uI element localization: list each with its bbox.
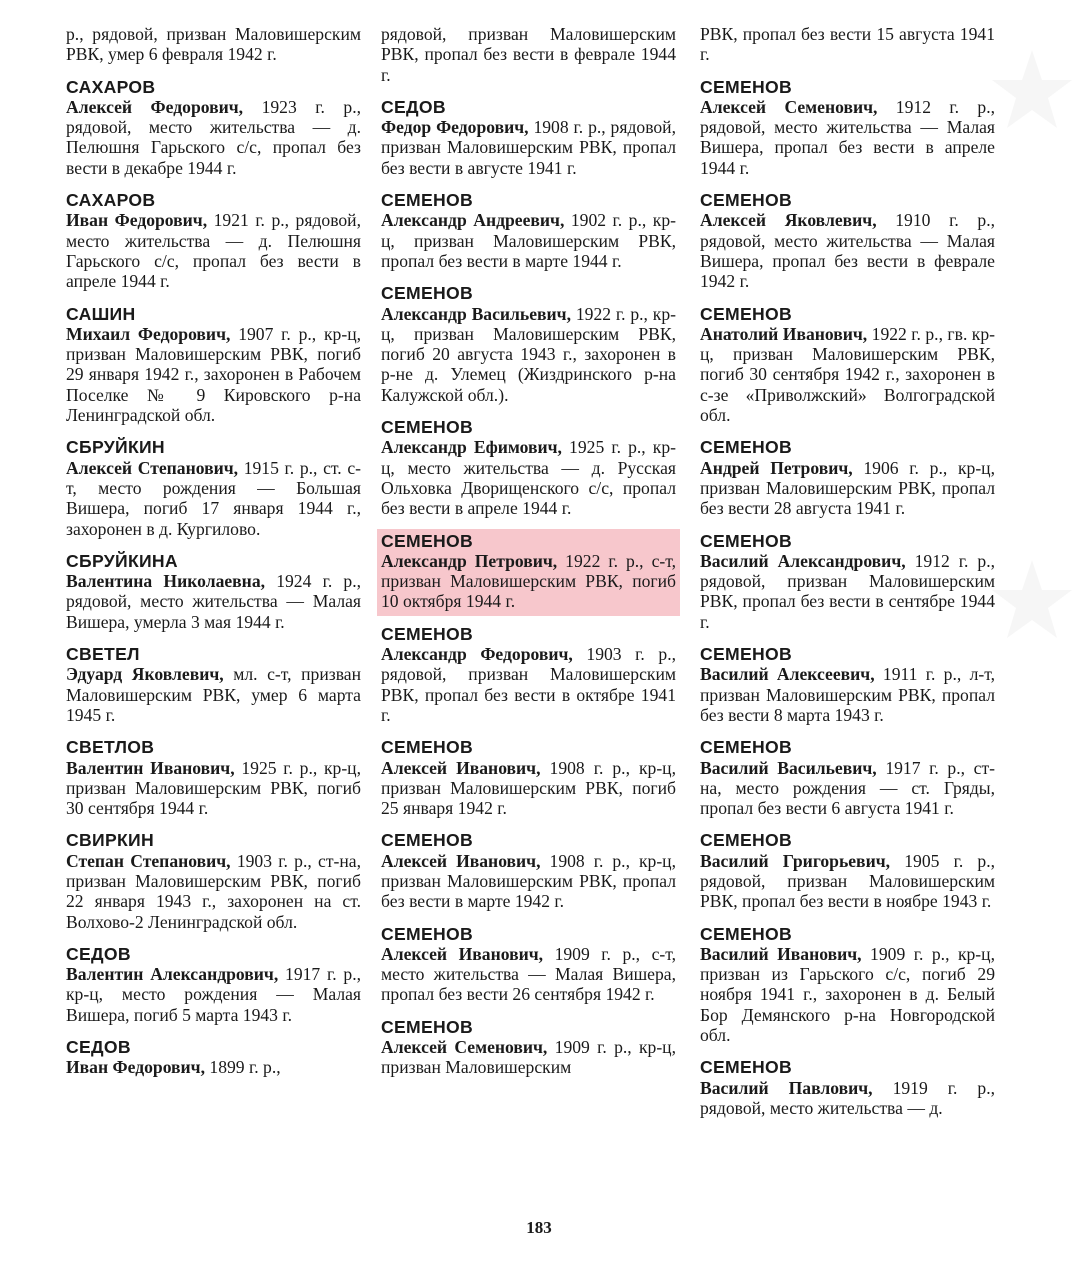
entry-surname: СБРУЙКИНА: [66, 550, 178, 571]
entry: [66, 77, 361, 178]
entry: [66, 944, 361, 1025]
entry: [381, 924, 676, 1005]
entry-surname: СЕДОВ: [66, 943, 131, 964]
entry: [700, 644, 995, 725]
entry: [66, 551, 361, 632]
entry-body: [381, 944, 676, 1005]
entry-given-name: Алексей Иванович,: [381, 757, 541, 778]
entry-surname: СЕМЕНОВ: [381, 623, 474, 644]
entry-body: [66, 1057, 361, 1077]
entry-body: [66, 324, 361, 425]
entry: [66, 437, 361, 538]
entry: [381, 190, 676, 271]
entry-given-name: Алексей Семенович,: [700, 96, 878, 117]
entry: [700, 737, 995, 818]
entry-body: [66, 571, 361, 632]
entry: [66, 304, 361, 426]
entry: [381, 417, 676, 518]
entry: [700, 830, 995, 911]
entry-surname: СЕМЕНОВ: [700, 830, 793, 851]
entry-body: [700, 944, 995, 1045]
entry-given-name: Иван Федорович,: [66, 210, 208, 231]
entry-given-name: Валентина Николаевна,: [66, 571, 266, 592]
entry-given-name: Степан Степанович,: [66, 850, 231, 871]
entry: [381, 97, 676, 178]
entry-surname: СЕМЕНОВ: [700, 76, 793, 97]
entry-given-name: Александр Васильевич,: [381, 303, 571, 324]
entry-details: 1909 г. р., кр-ц, призван Маловишерским: [381, 1037, 676, 1078]
entry-surname: СЕМЕНОВ: [700, 737, 793, 758]
entry: [381, 1017, 676, 1078]
entry-body: [381, 117, 676, 178]
entry-body: [700, 664, 995, 725]
entry-surname: СЕМЕНОВ: [381, 190, 474, 211]
entry-details: 1912 г. р., рядовой, место жительства — Малая Вишера, пропал без вести в апреле 1944 г.: [700, 96, 995, 178]
highlighted-entry: [381, 531, 676, 612]
column-2: [381, 24, 676, 1078]
entry: [381, 830, 676, 911]
entry-given-name: Василий Васильевич,: [700, 757, 877, 778]
entry-body: [381, 304, 676, 405]
entry: [700, 190, 995, 291]
entry-body: [66, 758, 361, 819]
entry: [700, 77, 995, 178]
entry-details: 1924 г. р., рядовой, место жительства — Малая Вишера, умерла 3 мая 1944 г.: [66, 571, 362, 632]
entry-body: [700, 97, 995, 178]
entry-surname: СЕМЕНОВ: [700, 644, 793, 665]
entry-surname: СЕМЕНОВ: [381, 923, 474, 944]
continuation-text: РВК, пропал без вести 15 августа 1941 г.: [700, 24, 995, 65]
entry-body: [381, 851, 676, 912]
entry-details: мл. с-т, призван Маловишерским РВК, умер 6 марта 1945 г.: [66, 664, 361, 725]
entry-details: 1921 г. р., рядовой, место жительства — д. Пелюшня Гарьского с/с, пропал без вести в апреле 1944 г.: [66, 210, 361, 292]
entry-details: 1915 г. р., ст. с-т, место рождения — Большая Вишера, погиб 17 января 1944 г., захоронен в д. Кургилово.: [66, 457, 361, 539]
entry-surname: СЕМЕНОВ: [700, 437, 793, 458]
entry-details: 1903 г. р., ст-на, призван Маловишерским РВК, погиб 22 января 1943 г., захоронен на ст. Волхово-2 Ленинградской обл.: [66, 850, 361, 932]
entry-body: [381, 551, 676, 612]
entry-given-name: Александр Федорович,: [381, 644, 573, 665]
entry-details: 1909 г. р., с-т, место жительства — Малая Вишера, пропал без вести 26 сентября 1942 г.: [381, 943, 677, 1005]
entry: [381, 283, 676, 405]
entry-surname: СБРУЙКИН: [66, 437, 165, 458]
entry-body: [700, 324, 995, 425]
entry-details: 1908 г. р., кр-ц, призван Маловишерским РВК, погиб 25 января 1942 г.: [381, 757, 676, 819]
entry-given-name: Василий Алексеевич,: [700, 664, 875, 685]
entry-body: [381, 758, 676, 819]
entry-surname: САХАРОВ: [66, 76, 156, 97]
entry-details: 1909 г. р., кр-ц, призван из Гарьского с/с, погиб 29 ноября 1941 г., захоронен в д. Белый Бор Демянского р-на Новгородской обл.: [700, 943, 995, 1046]
entry: [700, 437, 995, 518]
entry-body: [700, 210, 995, 291]
entry-surname: СЕМЕНОВ: [700, 530, 793, 551]
entry-body: [700, 551, 995, 632]
entry-details: 1910 г. р., рядовой, место жительства — Малая Вишера, пропал без вести в феврале 1942 г.: [700, 210, 995, 292]
entry-given-name: Андрей Петрович,: [700, 457, 853, 478]
entry-given-name: Алексей Семенович,: [381, 1037, 548, 1058]
entry: [66, 644, 361, 725]
entry-details: 1919 г. р., рядовой, место жительства — д.: [700, 1077, 996, 1118]
entry-surname: СЕМЕНОВ: [381, 417, 474, 438]
entry-surname: СЕМЕНОВ: [381, 530, 474, 551]
entry-body: [66, 97, 361, 178]
entry-given-name: Эдуард Яковлевич,: [66, 664, 224, 685]
entry-body: [700, 1078, 995, 1119]
entry-details: 1923 г. р., рядовой, место жительства — д. Пелюшня Гарьского с/с, пропал без вести в декабре 1944 г.: [66, 96, 361, 178]
entry: [381, 624, 676, 725]
entry: [381, 737, 676, 818]
entry-details: 1906 г. р., кр-ц, призван Маловишерским РВК, пропал без вести 28 августа 1941 г.: [700, 457, 995, 519]
entry-body: [700, 758, 995, 819]
entry-details: 1907 г. р., кр-ц, призван Маловишерским РВК, погиб 29 января 1942 г., захоронен в Рабочем Поселке № 9 Кировского р-на Ленинградской обл.: [66, 323, 362, 426]
entry-details: 1922 г. р., с-т, призван Маловишерским РВК, погиб 10 октября 1944 г.: [381, 550, 676, 612]
entry-surname: СЕМЕНОВ: [381, 737, 474, 758]
entry: [700, 1057, 995, 1118]
entry-given-name: Александр Петрович,: [381, 550, 558, 571]
entry-given-name: Валентин Иванович,: [66, 757, 235, 778]
entry-surname: СЕМЕНОВ: [700, 923, 793, 944]
entry-body: [381, 210, 676, 271]
entry: [700, 531, 995, 632]
entry-body: [381, 437, 676, 518]
entry: [66, 830, 361, 931]
entry-details: 1908 г. р., кр-ц, призван Маловишерским РВК, пропал без вести в марте 1942 г.: [381, 850, 676, 912]
entry-given-name: Василий Григорьевич,: [700, 850, 891, 871]
entry-body: [66, 964, 361, 1025]
entry-given-name: Анатолий Иванович,: [700, 323, 868, 344]
entry-surname: СЕМЕНОВ: [700, 1057, 793, 1078]
entry-surname: СЕМЕНОВ: [381, 283, 474, 304]
column-1: [66, 24, 361, 1078]
entry-body: [66, 210, 361, 291]
memory-star-watermark-icon: [992, 40, 1072, 1040]
entry-surname: СЕМЕНОВ: [381, 830, 474, 851]
entry-given-name: Валентин Александрович,: [66, 964, 279, 985]
entry-details: 1922 г. р., кр-ц, призван Маловишерским РВК, погиб 20 августа 1943 г., захоронен в р-не д. Улемец (Жиздринского р-на Калужской обл.).: [381, 303, 676, 405]
entry-details: 1925 г. р., кр-ц, место жительства — д. Русская Ольховка Дворищенского с/с, пропал без вести в апреле 1944 г.: [381, 437, 676, 519]
entry-details: 1917 г. р., ст-на, место рождения — ст. Гряды, пропал без вести 6 августа 1941 г.: [700, 757, 995, 819]
entry-details: 1899 г. р.,: [205, 1057, 281, 1078]
entry-body: [66, 851, 361, 932]
entry-given-name: Алексей Яковлевич,: [700, 210, 877, 231]
entry-given-name: Василий Александрович,: [700, 550, 906, 571]
entry-body: [381, 1037, 676, 1078]
entry: [700, 304, 995, 426]
entry-details: 1912 г. р., рядовой, призван Маловишерским РВК, пропал без вести в сентябре 1944 г.: [700, 550, 995, 632]
entry-details: 1903 г. р., рядовой, призван Маловишерским РВК, пропал без вести в октябре 1941 г.: [381, 644, 676, 725]
entry-surname: СВЕТЛОВ: [66, 737, 155, 758]
entry-surname: СЕДОВ: [66, 1037, 131, 1058]
entry: [700, 924, 995, 1046]
entry-surname: САХАРОВ: [66, 190, 156, 211]
entry-given-name: Василий Павлович,: [700, 1077, 873, 1098]
entry-given-name: Алексей Федорович,: [66, 96, 244, 117]
entry: [66, 190, 361, 291]
entry: [66, 1037, 361, 1078]
entry-details: 1905 г. р., рядовой, призван Маловишерским РВК, пропал без вести в ноябре 1943 г.: [700, 850, 996, 912]
entry-surname: СЕМЕНОВ: [700, 190, 793, 211]
entry-details: 1925 г. р., кр-ц, призван Маловишерским РВК, погиб 30 сентября 1944 г.: [66, 757, 361, 819]
continuation-text: рядовой, призван Маловишерским РВК, пропал без вести в феврале 1944 г.: [381, 24, 676, 85]
entry-given-name: Иван Федорович,: [66, 1057, 206, 1078]
entry-body: [66, 664, 361, 725]
entry-body: [66, 458, 361, 539]
column-3: [700, 24, 995, 1118]
entry-details: 1917 г. р., кр-ц, место рождения — Малая Вишера, погиб 5 марта 1943 г.: [66, 964, 361, 1025]
entry-details: 1908 г. р., рядовой, призван Маловишерским РВК, пропал без вести в августе 1941 г.: [381, 117, 676, 178]
entry-surname: САШИН: [66, 303, 136, 324]
entry-surname: СЕДОВ: [381, 96, 446, 117]
entry-given-name: Алексей Иванович,: [381, 943, 544, 964]
entry-surname: СВЕТЕЛ: [66, 644, 140, 665]
page-number: 183: [526, 1218, 552, 1237]
entry-given-name: Александр Андреевич,: [381, 210, 565, 231]
entry-body: [700, 851, 995, 912]
entry-details: 1911 г. р., л-т, призван Маловишерским РВК, пропал без вести 8 марта 1943 г.: [700, 664, 995, 725]
entry-details: 1922 г. р., гв. кр-ц, призван Маловишерским РВК, погиб 30 сентября 1942 г., захоронен в с-зе «Приволжский» Волгоградской обл.: [700, 323, 996, 426]
entry-given-name: Алексей Степанович,: [66, 457, 239, 478]
entry-given-name: Михаил Федорович,: [66, 323, 231, 344]
entry-surname: СВИРКИН: [66, 830, 154, 851]
entry-details: 1902 г. р., кр-ц, призван Маловишерским РВК, пропал без вести в марте 1944 г.: [381, 210, 676, 271]
entry-surname: СЕМЕНОВ: [700, 303, 793, 324]
entry-body: [381, 644, 676, 725]
entry-given-name: Василий Иванович,: [700, 943, 862, 964]
entry-surname: СЕМЕНОВ: [381, 1016, 474, 1037]
entry-given-name: Федор Федорович,: [381, 117, 529, 138]
entry: [66, 737, 361, 818]
entry-given-name: Александр Ефимович,: [381, 437, 562, 458]
continuation-text: р., рядовой, призван Маловишерским РВК, умер 6 февраля 1942 г.: [66, 24, 361, 65]
entry-body: [700, 458, 995, 519]
entry-given-name: Алексей Иванович,: [381, 850, 541, 871]
